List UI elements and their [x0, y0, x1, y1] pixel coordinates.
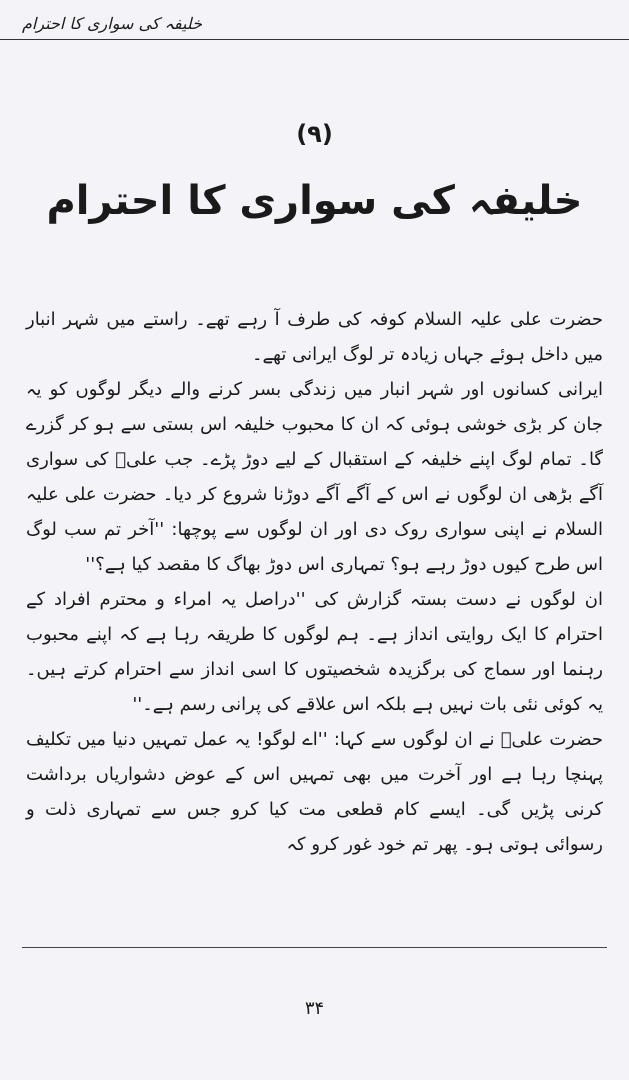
- running-header: [0, 14, 629, 40]
- chapter-title: خلیفہ کی سواری کا احترام: [46, 178, 583, 224]
- paragraph-2: ایرانی کسانوں اور شہر انبار میں زندگی بسر کرنے والے دیگر لوگوں کو یہ جان کر بڑی خوشی ہوئی کہ ان کا محبوب خلیفہ اس بستی سے ہو کر گزرے گا۔ تمام لوگ اپنے خلیفہ کے استقبال کے لیے دوڑ پڑے۔ جب علیؑ کی سواری آگے بڑھی ان لوگوں نے اس کے آگے آگے دوڑنا شروع کر دیا۔ حضرت علی علیہ السلام نے اپنی سواری روک دی اور ان لوگوں سے پوچھا: ''آخر تم سب لوگ اس طرح کیوں دوڑ رہے ہو؟ تمہاری اس دوڑ بھاگ کا مقصد کیا ہے؟'': [26, 379, 603, 575]
- footer-rule: [22, 947, 607, 948]
- running-title: خلیفہ کی سواری کا احترام: [22, 14, 202, 33]
- paragraph-1: حضرت علی علیہ السلام کوفہ کی طرف آ رہے تھے۔ راستے میں شہر انبار میں داخل ہوئے جہاں زیادہ تر لوگ ایرانی تھے۔: [26, 309, 603, 365]
- paragraph-4: حضرت علیؑ نے ان لوگوں سے کہا: ''اے لوگو! یہ عمل تمہیں دنیا میں تکلیف پہنچا رہا ہے اور آخرت میں بھی تمہیں اس کے عوض دشواریاں برداشت کرنی پڑیں گی۔ ایسے کام قطعی مت کیا کرو جس سے تمہاری ذلت و رسوائی ہوتی ہو۔ پھر تم خود غور کرو کہ: [26, 729, 603, 855]
- paragraph-3: ان لوگوں نے دست بستہ گزارش کی ''دراصل یہ امراء و محترم افراد کے احترام کا ایک روایتی انداز ہے۔ ہم لوگوں کا طریقہ رہا ہے کہ اپنے محبوب رہنما اور سماج کی برگزیدہ شخصیتوں کا اسی انداز سے احترام کرتے ہیں۔ یہ کوئی نئی بات نہیں ہے بلکہ اس علاقے کی پرانی رسم ہے۔'': [26, 589, 603, 715]
- page-number: ۳۴: [304, 998, 325, 1019]
- body-text: [26, 302, 603, 862]
- chapter-number: (۹): [296, 120, 333, 148]
